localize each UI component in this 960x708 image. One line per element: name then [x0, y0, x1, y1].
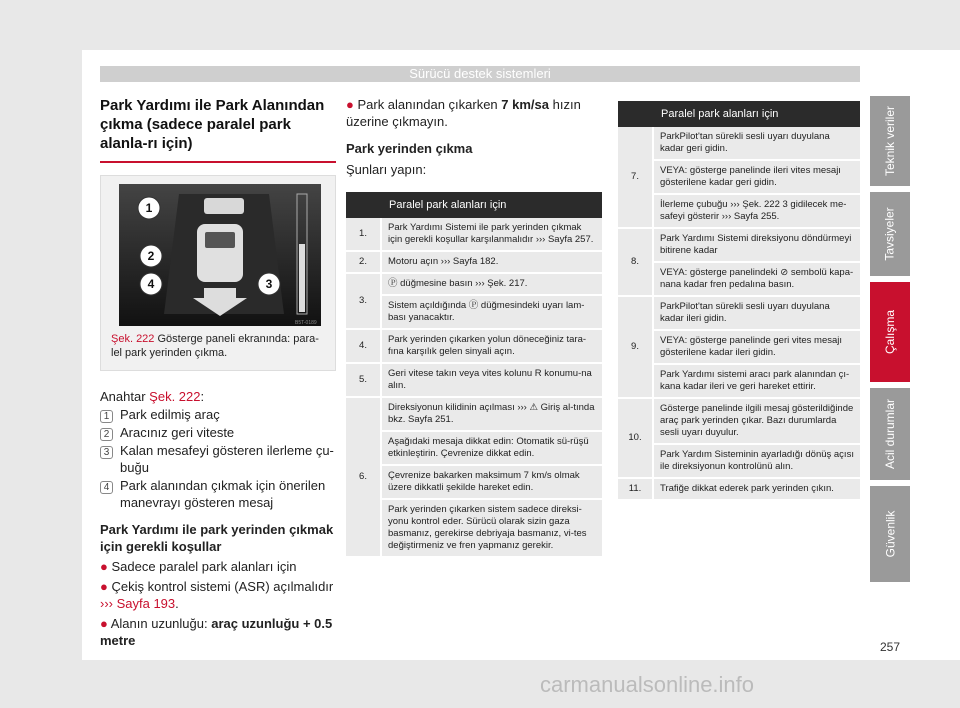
step-text: VEYA: gösterge panelindeki ⊘ sembolü kapa-nana kadar fren pedalına basın. [653, 262, 860, 296]
figure-code: B5T-0189 [295, 320, 317, 326]
key-item [100, 406, 336, 423]
table-row [346, 465, 602, 499]
column-middle [346, 96, 602, 558]
table-row [618, 364, 860, 398]
step-text: VEYA: gösterge panelinde geri vites mesajı gösterilene kadar ileri gidin. [653, 330, 860, 364]
figure-ref[interactable]: Şek. 222 [111, 333, 155, 345]
table-row [346, 218, 602, 251]
step-number: 8. [618, 228, 653, 296]
table-row [618, 228, 860, 262]
table-row [618, 296, 860, 330]
tab-tavsiyeler[interactable] [870, 192, 910, 276]
key-title-suffix: : [200, 389, 205, 404]
key-number-badge: 3 [100, 446, 113, 459]
key-title-ref[interactable]: Şek. 222 [149, 389, 201, 404]
svg-text:4: 4 [147, 277, 155, 291]
callout-1-icon [138, 197, 160, 219]
step-text: Trafiğe dikkat ederek park yerinden çıkın. [653, 478, 860, 500]
tab-label: Tavsiyeler [883, 207, 898, 261]
table-row [618, 160, 860, 194]
table-row [346, 295, 602, 329]
step-text: Geri vitese takın veya vites kolunu R konumu-na alın. [381, 363, 602, 397]
step-number: 7. [618, 127, 653, 228]
step-text: Gösterge panelinde ilgili mesaj gösterildiğinde araç park yerinden çıkar. Bazı durumlarda sesli uyarı duyulur. [653, 398, 860, 444]
key-item [100, 424, 336, 441]
conditions-title: Park Yardımı ile park yerinden çıkmak için gerekli koşullar [100, 522, 334, 554]
step-text: İlerleme çubuğu ››› Şek. 222 3 gidilecek me-safeyi gösterir ››› Sayfa 255. [653, 194, 860, 228]
procedure-intro: Şunları yapın: [346, 162, 427, 177]
watermark: carmanualsonline.info [540, 672, 755, 697]
step-number: 3. [346, 273, 381, 329]
step-text: Çevrenize bakarken maksimum 7 km/s olmak üzere dikkatli şekilde hareket edin. [381, 465, 602, 499]
figure-222 [100, 175, 336, 371]
key-number-badge: 4 [100, 481, 113, 494]
table-row [346, 397, 602, 431]
key-number-badge: 1 [100, 410, 113, 423]
step-text: Park Yardım Sisteminin ayarladığı dönüş açısı ile direksiyonun kontrolünü alın. [653, 444, 860, 478]
step-text: VEYA: gösterge panelinde ileri vites mesajı gösterilene kadar geri gidin. [653, 160, 860, 194]
step-text: Motoru açın ››› Sayfa 182. [381, 251, 602, 273]
speed-note [346, 96, 602, 130]
callout-4-icon [140, 273, 162, 295]
condition-text-end: . [175, 596, 179, 611]
table-header: Paralel park alanları için [381, 192, 602, 218]
key-item [100, 477, 336, 511]
table-row [346, 251, 602, 273]
table-row [346, 499, 602, 557]
tab-label: Çalışma [883, 309, 898, 355]
step-text: Aşağıdaki mesaja dikkat edin: Otomatik sü-rüşü etkinleştirin. Çevrenize dikkat edin. [381, 431, 602, 465]
procedure-heading: Park yerinden çıkma [346, 141, 473, 156]
table-row [618, 398, 860, 444]
key-item-text: Park alanından çıkmak için önerilen manevrayı gösteren mesaj [120, 478, 326, 510]
table-body [618, 127, 860, 500]
tab-label: Acil durumlar [883, 398, 897, 470]
step-text: Park Yardımı Sistemi ile park yerinden çıkmak için gerekli koşullar karşılanmalıdır ››› Sayfa 257. [381, 218, 602, 251]
key-item-text: Park edilmiş araç [120, 407, 220, 422]
speed-note-text-end: hızın üzerine çıkmayın. [346, 97, 581, 129]
tab-label: Teknik veriler [883, 105, 897, 177]
tab-acil-durumlar[interactable] [870, 388, 910, 480]
figure-caption-text: Gösterge paneli ekranında: para-lel park yerinden çıkma. [111, 333, 319, 359]
bullet-dot-icon: ● [100, 616, 111, 631]
svg-text:1: 1 [145, 201, 153, 215]
table-row [346, 363, 602, 397]
callout-3-icon [258, 273, 280, 295]
key-title [100, 389, 336, 404]
key-number-badge: 2 [100, 428, 113, 441]
table-row [618, 330, 860, 364]
condition-bold: araç uzunluğu + 0.5 metre [100, 616, 333, 648]
table-header: Paralel park alanları için [653, 101, 860, 127]
step-text: Park Yardımı Sistemi direksiyonu döndürmeyi bitirene kadar [653, 228, 860, 262]
step-number: 6. [346, 397, 381, 557]
table-row [618, 478, 860, 500]
steps-table-1 [346, 192, 602, 558]
condition-text: Alanın uzunluğu: [110, 616, 208, 631]
svg-text:3: 3 [265, 277, 273, 291]
condition-text: Çekiş kontrol sistemi (ASR) açılmalıdır [111, 579, 334, 594]
key-title-prefix: Anahtar [100, 389, 146, 404]
chapter-header: Sürücü destek sistemleri [100, 66, 860, 82]
step-number: 2. [346, 251, 381, 273]
step-number: 9. [618, 296, 653, 398]
table-row [346, 329, 602, 363]
step-text: ParkPilot'tan sürekli sesli uyarı duyulana kadar ileri gidin. [653, 296, 860, 330]
page-number: 257 [880, 640, 901, 654]
key-item-text: Kalan mesafeyi gösteren ilerleme çu-buğu [120, 443, 334, 475]
tab-calisma[interactable] [870, 282, 910, 382]
table-row [346, 431, 602, 465]
dashboard-illustration [119, 184, 321, 326]
step-text: Park Yardımı sistemi aracı park alanından çı-kana kadar ileri ve geri hareket ettirir. [653, 364, 860, 398]
bullet-dot-icon: ● [346, 97, 358, 112]
column-left [100, 96, 336, 649]
table-row [618, 444, 860, 478]
step-text: ParkPilot'tan sürekli sesli uyarı duyulana kadar geri gidin. [653, 127, 860, 160]
key-item [100, 442, 336, 476]
step-number: 4. [346, 329, 381, 363]
step-number: 5. [346, 363, 381, 397]
column-right [618, 101, 860, 501]
figure-caption [111, 332, 329, 360]
section-title: Park Yardımı ile Park Alanından çıkma (sadece paralel park alanla-rı için) [100, 96, 336, 163]
callout-2-icon [140, 245, 162, 267]
bullet-dot-icon: ● [100, 559, 112, 574]
condition-bullet [100, 615, 336, 649]
table-row [618, 262, 860, 296]
condition-text: Sadece paralel park alanları için [111, 559, 297, 574]
step-text: Sistem açıldığında Ⓟ düğmesindeki uyarı lam-bası yanacaktır. [381, 295, 602, 329]
table-header-blank [618, 101, 653, 127]
step-number: 10. [618, 398, 653, 478]
table-row [346, 273, 602, 295]
steps-table-2 [618, 101, 860, 501]
condition-bullet [100, 558, 336, 575]
tab-label: Güvenlik [883, 510, 897, 558]
table-row [618, 127, 860, 160]
table-row [618, 194, 860, 228]
key-list [100, 406, 336, 511]
svg-text:2: 2 [147, 249, 155, 263]
condition-bullet [100, 578, 336, 612]
step-number: 11. [618, 478, 653, 500]
step-text: Direksiyonun kilidinin açılması ››› ⚠ Giriş al-tında bkz. Sayfa 251. [381, 397, 602, 431]
step-text: Park yerinden çıkarken yolun döneceğiniz tara-fına karşılık gelen sinyali açın. [381, 329, 602, 363]
speed-note-bold: 7 km/sa [501, 97, 549, 112]
speed-note-text: Park alanından çıkarken [357, 97, 498, 112]
table-header-blank [346, 192, 381, 218]
step-text: Park yerinden çıkarken sistem sadece direksi-yonu kontrol eder. Sürücü olarak sizin gaza basmanız, gerekirse debriyaja basmanız, vi-tes değiştirmeniz ve fren yapmanız gerekir. [381, 499, 602, 557]
step-text: Ⓟ düğmesine basın ››› Şek. 217. [381, 273, 602, 295]
table-body [346, 218, 602, 557]
step-number: 1. [346, 218, 381, 251]
bullet-dot-icon: ● [100, 579, 112, 594]
tab-guvenlik[interactable] [870, 486, 910, 582]
page-ref-link[interactable]: ››› Sayfa 193 [100, 596, 176, 611]
tab-teknik-veriler[interactable] [870, 96, 910, 186]
key-item-text: Aracınız geri viteste [120, 425, 235, 440]
